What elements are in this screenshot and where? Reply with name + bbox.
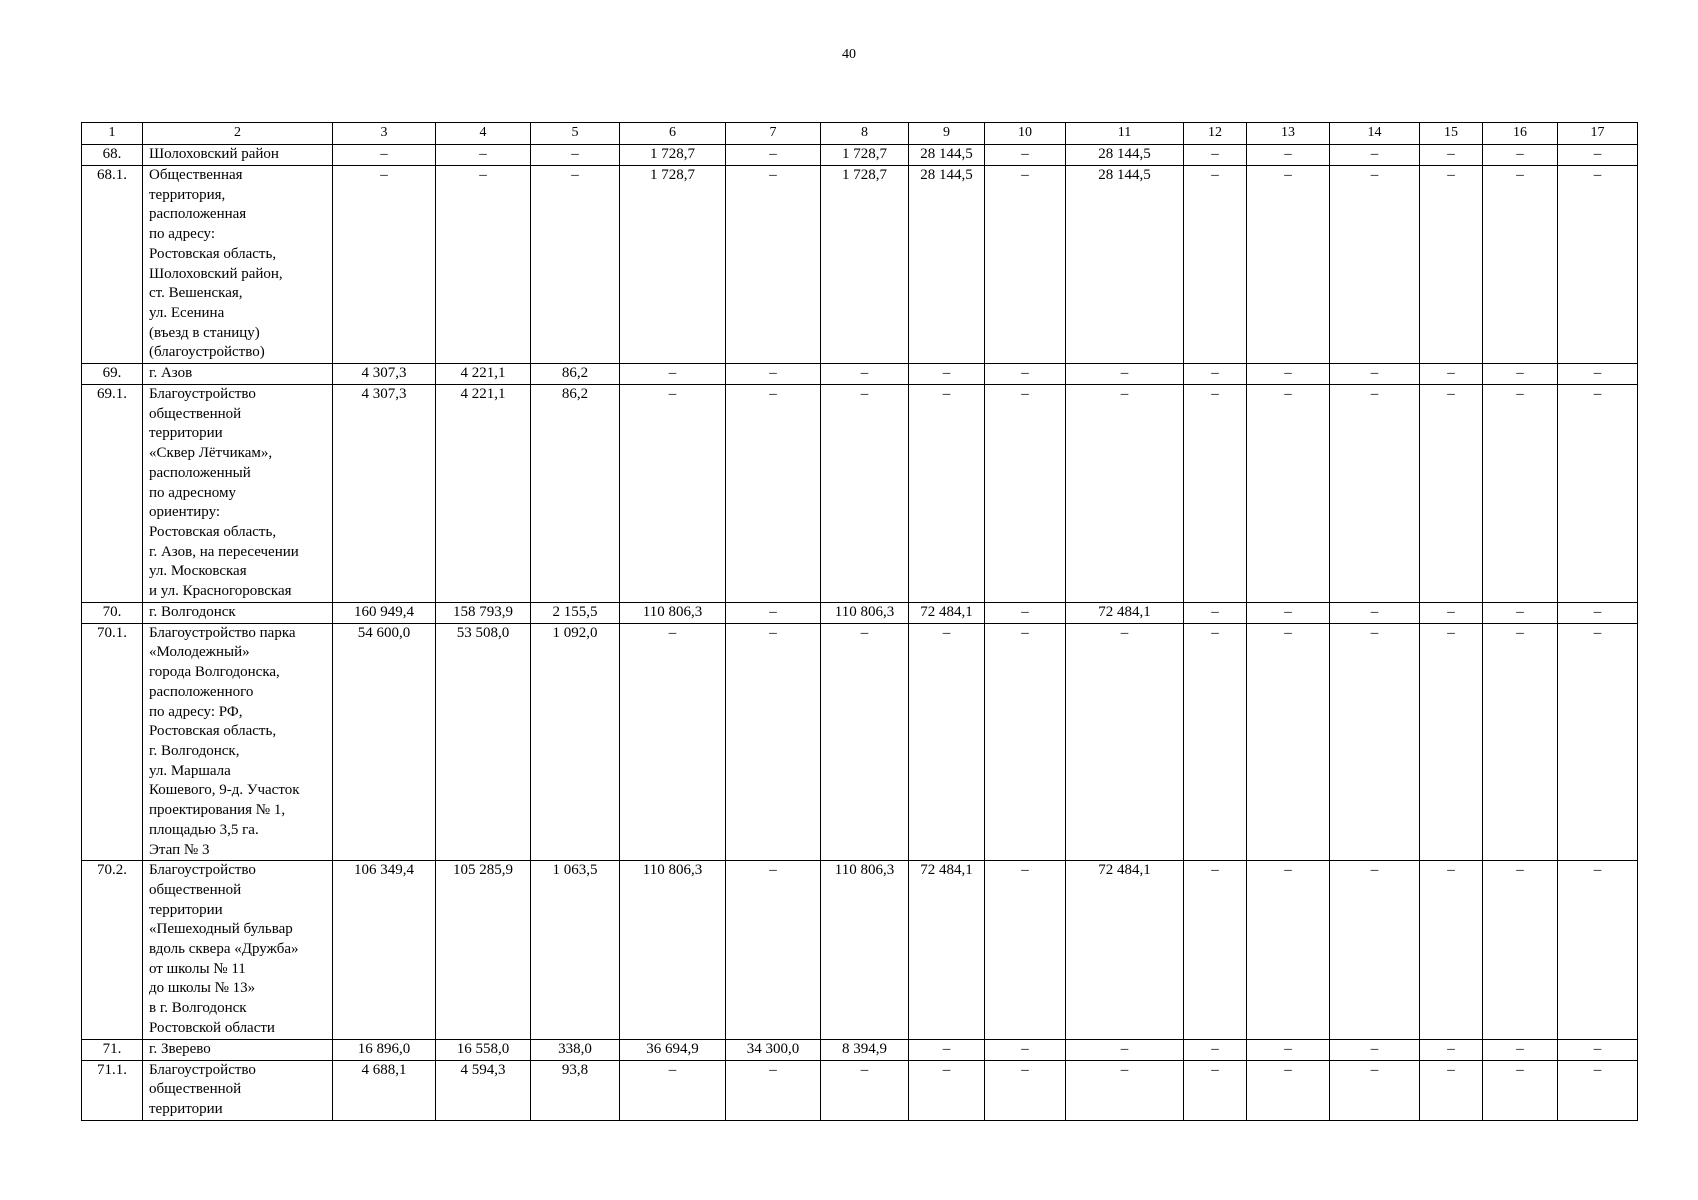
value-cell: 105 285,9 [436, 861, 531, 1039]
value-cell: 28 144,5 [909, 166, 985, 364]
value-cell: – [985, 861, 1066, 1039]
value-cell: – [985, 385, 1066, 603]
value-cell: 160 949,4 [333, 602, 436, 623]
row-number-cell: 69.1. [82, 385, 143, 603]
column-number-cell: 7 [726, 123, 821, 145]
value-cell: – [821, 623, 909, 860]
value-cell: – [1247, 602, 1330, 623]
page-number: 40 [842, 47, 856, 62]
value-cell: – [1483, 1039, 1558, 1060]
value-cell: – [726, 145, 821, 166]
table-row [82, 1060, 1638, 1120]
value-cell: 158 793,9 [436, 602, 531, 623]
value-cell: – [1483, 364, 1558, 385]
value-cell: – [1483, 623, 1558, 860]
value-cell: – [1184, 166, 1247, 364]
value-cell: – [1558, 145, 1638, 166]
value-cell: 36 694,9 [620, 1039, 726, 1060]
value-cell: – [1184, 1060, 1247, 1120]
value-cell: – [620, 364, 726, 385]
value-cell: – [1330, 602, 1420, 623]
value-cell: – [821, 1060, 909, 1120]
column-number-cell: 13 [1247, 123, 1330, 145]
object-name-cell: г. Зверево [143, 1039, 333, 1060]
value-cell: – [909, 364, 985, 385]
value-cell: 28 144,5 [1066, 145, 1184, 166]
column-number-cell: 11 [1066, 123, 1184, 145]
value-cell: 72 484,1 [1066, 861, 1184, 1039]
value-cell: 4 307,3 [333, 364, 436, 385]
value-cell: – [1247, 1060, 1330, 1120]
value-cell: 110 806,3 [821, 861, 909, 1039]
value-cell: 4 307,3 [333, 385, 436, 603]
column-number-cell: 6 [620, 123, 726, 145]
value-cell: – [821, 385, 909, 603]
value-cell: – [1330, 1039, 1420, 1060]
value-cell: – [909, 1039, 985, 1060]
row-number-cell: 71. [82, 1039, 143, 1060]
object-name-cell: Благоустройство общественной территории [143, 1060, 333, 1120]
value-cell: – [620, 623, 726, 860]
value-cell: – [1330, 364, 1420, 385]
table-row [82, 602, 1638, 623]
row-number-cell: 68. [82, 145, 143, 166]
table-row [82, 364, 1638, 385]
value-cell: – [726, 385, 821, 603]
value-cell: 1 092,0 [531, 623, 620, 860]
value-cell: 54 600,0 [333, 623, 436, 860]
value-cell: – [1483, 385, 1558, 603]
row-number-cell: 69. [82, 364, 143, 385]
value-cell: – [1184, 385, 1247, 603]
value-cell: – [1483, 166, 1558, 364]
table-row [82, 145, 1638, 166]
value-cell: 16 558,0 [436, 1039, 531, 1060]
value-cell: – [985, 166, 1066, 364]
value-cell: – [1558, 1039, 1638, 1060]
object-name-cell: Благоустройство общественной территории «Сквер Лётчикам», расположенный по адресному ориентиру: Ростовская область, г. Азов, на пересечении ул. Московская и ул. Красногоровская [143, 385, 333, 603]
column-number-cell: 16 [1483, 123, 1558, 145]
value-cell: – [1558, 364, 1638, 385]
value-cell: 72 484,1 [909, 602, 985, 623]
value-cell: – [726, 623, 821, 860]
table-row [82, 166, 1638, 364]
value-cell: 53 508,0 [436, 623, 531, 860]
value-cell: – [1066, 1060, 1184, 1120]
value-cell: 1 728,7 [821, 166, 909, 364]
value-cell: – [531, 145, 620, 166]
value-cell: 4 688,1 [333, 1060, 436, 1120]
value-cell: – [1247, 1039, 1330, 1060]
header-row [82, 123, 1638, 145]
value-cell: – [1558, 385, 1638, 603]
value-cell: 28 144,5 [1066, 166, 1184, 364]
object-name-cell: г. Азов [143, 364, 333, 385]
value-cell: 16 896,0 [333, 1039, 436, 1060]
object-name-cell: Шолоховский район [143, 145, 333, 166]
value-cell: – [1420, 385, 1483, 603]
value-cell: 1 728,7 [620, 166, 726, 364]
object-name-cell: Благоустройство общественной территории «Пешеходный бульвар вдоль сквера «Дружба» от школы № 11 до школы № 13» в г. Волгодонск Ростовской области [143, 861, 333, 1039]
value-cell: 106 349,4 [333, 861, 436, 1039]
value-cell: – [1330, 1060, 1420, 1120]
value-cell: 1 063,5 [531, 861, 620, 1039]
value-cell: – [985, 1039, 1066, 1060]
value-cell: – [1420, 145, 1483, 166]
value-cell: – [985, 1060, 1066, 1120]
table-row [82, 623, 1638, 860]
value-cell: 110 806,3 [620, 861, 726, 1039]
table-row [82, 1039, 1638, 1060]
value-cell: – [1330, 861, 1420, 1039]
value-cell: – [436, 145, 531, 166]
value-cell: – [726, 602, 821, 623]
value-cell: – [985, 602, 1066, 623]
value-cell: 4 221,1 [436, 364, 531, 385]
value-cell: – [1184, 364, 1247, 385]
value-cell: 2 155,5 [531, 602, 620, 623]
value-cell: – [1066, 1039, 1184, 1060]
value-cell: – [1330, 166, 1420, 364]
value-cell: – [531, 166, 620, 364]
value-cell: – [1483, 1060, 1558, 1120]
value-cell: 28 144,5 [909, 145, 985, 166]
value-cell: – [1420, 623, 1483, 860]
value-cell: – [620, 1060, 726, 1120]
value-cell: – [1483, 145, 1558, 166]
value-cell: – [1247, 623, 1330, 860]
value-cell: – [1247, 385, 1330, 603]
column-number-cell: 2 [143, 123, 333, 145]
column-number-cell: 15 [1420, 123, 1483, 145]
column-number-cell: 9 [909, 123, 985, 145]
row-number-cell: 70.1. [82, 623, 143, 860]
column-number-cell: 4 [436, 123, 531, 145]
column-number-cell: 12 [1184, 123, 1247, 145]
budget-table [81, 122, 1638, 1121]
value-cell: – [620, 385, 726, 603]
value-cell: – [1483, 861, 1558, 1039]
value-cell: – [1483, 602, 1558, 623]
value-cell: – [909, 1060, 985, 1120]
value-cell: – [1420, 1039, 1483, 1060]
column-number-cell: 14 [1330, 123, 1420, 145]
object-name-cell: Общественная территория, расположенная по адресу: Ростовская область, Шолоховский район, ст. Вешенская, ул. Есенина (въезд в станицу) (благоустройство) [143, 166, 333, 364]
value-cell: – [1247, 166, 1330, 364]
value-cell: 86,2 [531, 364, 620, 385]
value-cell: – [1558, 623, 1638, 860]
value-cell: – [726, 861, 821, 1039]
value-cell: – [436, 166, 531, 364]
value-cell: – [821, 364, 909, 385]
object-name-cell: г. Волгодонск [143, 602, 333, 623]
value-cell: – [726, 364, 821, 385]
column-number-cell: 1 [82, 123, 143, 145]
value-cell: 72 484,1 [1066, 602, 1184, 623]
row-number-cell: 68.1. [82, 166, 143, 364]
value-cell: – [333, 145, 436, 166]
value-cell: – [1066, 623, 1184, 860]
value-cell: 4 221,1 [436, 385, 531, 603]
value-cell: 72 484,1 [909, 861, 985, 1039]
row-number-cell: 70. [82, 602, 143, 623]
value-cell: – [726, 166, 821, 364]
value-cell: – [1247, 145, 1330, 166]
value-cell: – [1558, 1060, 1638, 1120]
value-cell: – [1330, 623, 1420, 860]
value-cell: 86,2 [531, 385, 620, 603]
value-cell: 1 728,7 [821, 145, 909, 166]
value-cell: 4 594,3 [436, 1060, 531, 1120]
value-cell: – [1420, 602, 1483, 623]
value-cell: 8 394,9 [821, 1039, 909, 1060]
value-cell: – [1558, 861, 1638, 1039]
value-cell: – [1184, 623, 1247, 860]
value-cell: – [1247, 861, 1330, 1039]
value-cell: – [1420, 1060, 1483, 1120]
value-cell: – [1066, 385, 1184, 603]
value-cell: – [1184, 602, 1247, 623]
value-cell: 110 806,3 [620, 602, 726, 623]
value-cell: – [1330, 145, 1420, 166]
value-cell: – [1184, 145, 1247, 166]
column-number-cell: 8 [821, 123, 909, 145]
value-cell: – [1184, 1039, 1247, 1060]
row-number-cell: 70.2. [82, 861, 143, 1039]
value-cell: – [1558, 166, 1638, 364]
value-cell: – [1420, 364, 1483, 385]
value-cell: – [985, 145, 1066, 166]
value-cell: – [1420, 166, 1483, 364]
value-cell: – [333, 166, 436, 364]
value-cell: 338,0 [531, 1039, 620, 1060]
object-name-cell: Благоустройство парка «Молодежный» города Волгодонска, расположенного по адресу: РФ, Ростовская область, г. Волгодонск, ул. Маршала Кошевого, 9-д. Участок проектирования № 1, площадью 3,5 га. Этап № 3 [143, 623, 333, 860]
row-number-cell: 71.1. [82, 1060, 143, 1120]
value-cell: – [1184, 861, 1247, 1039]
value-cell: 110 806,3 [821, 602, 909, 623]
value-cell: – [1558, 602, 1638, 623]
value-cell: – [1247, 364, 1330, 385]
table-row [82, 385, 1638, 603]
value-cell: – [1330, 385, 1420, 603]
value-cell: – [1066, 364, 1184, 385]
value-cell: – [985, 623, 1066, 860]
value-cell: – [909, 623, 985, 860]
value-cell: – [985, 364, 1066, 385]
column-number-cell: 5 [531, 123, 620, 145]
column-number-cell: 10 [985, 123, 1066, 145]
column-number-cell: 17 [1558, 123, 1638, 145]
value-cell: 93,8 [531, 1060, 620, 1120]
value-cell: – [1420, 861, 1483, 1039]
column-number-cell: 3 [333, 123, 436, 145]
value-cell: 34 300,0 [726, 1039, 821, 1060]
value-cell: 1 728,7 [620, 145, 726, 166]
value-cell: – [726, 1060, 821, 1120]
table-row [82, 861, 1638, 1039]
value-cell: – [909, 385, 985, 603]
